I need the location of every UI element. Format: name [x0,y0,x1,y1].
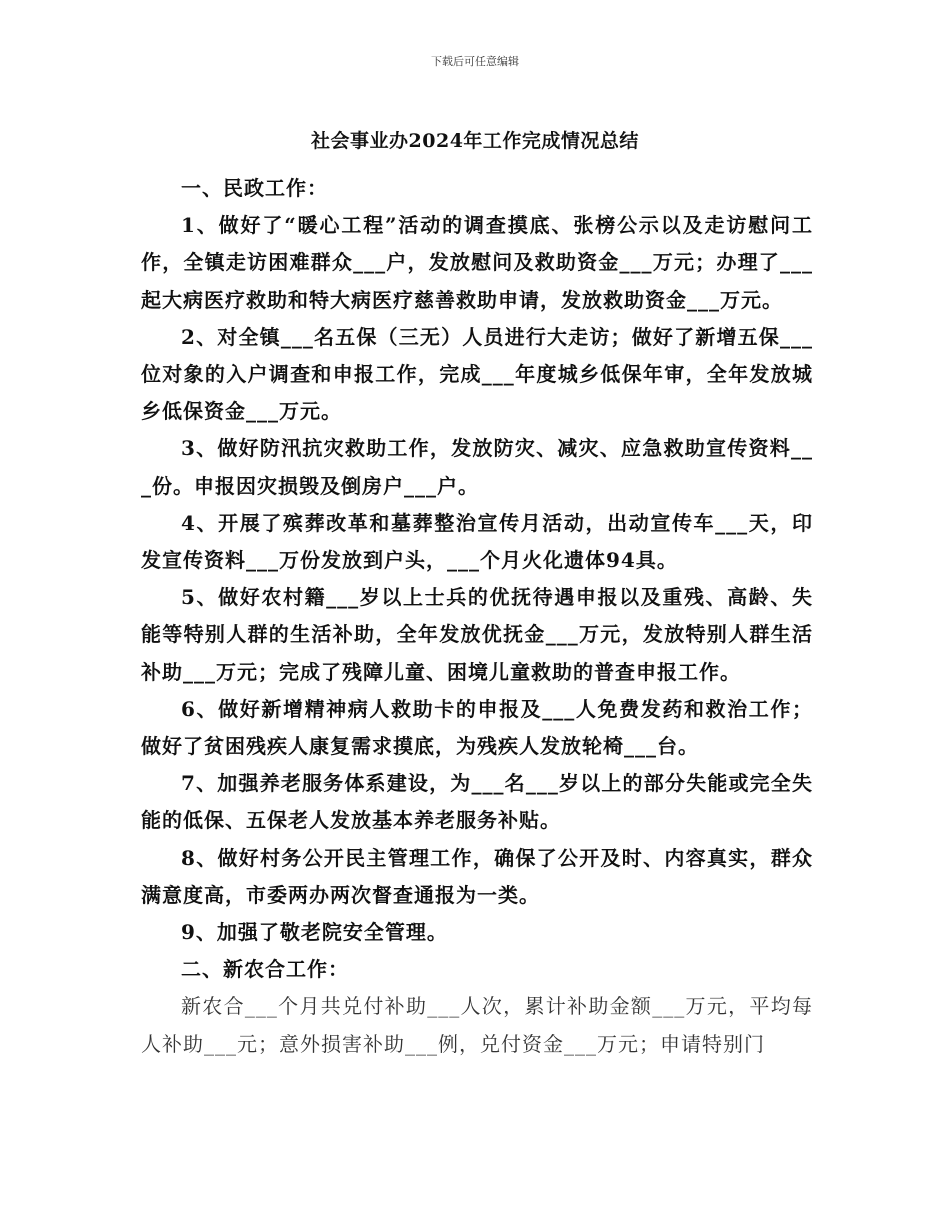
paragraph-rural-cooperative: 新农合___个月共兑付补助___人次，累计补助金额___万元，平均每人补助___元；意外损害补助___例，兑付资金___万元；申请特别门 [141,994,813,1056]
paragraph-item-7: 7、加强养老服务体系建设，为___名___岁以上的部分失能或完全失能的低保、五保老人发放基本养老服务补贴。 [141,771,813,833]
paragraph-item-6: 6、做好新增精神病人救助卡的申报及___人免费发药和救治工作；做好了贫困残疾人康复需求摸底，为残疾人发放轮椅___台。 [141,696,813,759]
paragraph-item-5: 5、做好农村籍___岁以上士兵的优抚待遇申报以及重残、高龄、失能等特别人群的生活补助，全年发放优抚金___万元，发放特别人群生活补助___万元；完成了残障儿童、困境儿童救助的普查申报工作。 [141,585,813,684]
paragraph-item-1: 1、做好了“暖心工程”活动的调查摸底、张榜公示以及走访慰问工作，全镇走访困难群众___户，发放慰问及救助资金___万元；办理了___起大病医疗救助和特大病医疗慈善救助申请，发放救助资金___万元。 [141,213,813,312]
paragraph-item-3: 3、做好防汛抗灾救助工作，发放防灾、减灾、应急救助宣传资料___份。申报因灾损毁及倒房户___户。 [141,436,813,498]
document-title: 社会事业办2024年工作完成情况总结 [311,130,639,152]
paragraph-item-2: 2、对全镇___名五保（三无）人员进行大走访；做好了新增五保___位对象的入户调查和申报工作，完成___年度城乡低保年审，全年发放城乡低保资金___万元。 [141,324,813,424]
document-body [141,170,813,1063]
paragraph-item-9: 9、加强了敬老院安全管理。 [181,920,448,945]
page-header-note: 下载后可任意编辑 [431,55,519,68]
section-heading-civil-affairs: 一、民政工作： [181,176,328,200]
paragraph-item-8: 8、做好村务公开民主管理工作，确保了公开及时、内容真实，群众满意度高，市委两办两次督查通报为一类。 [141,845,813,907]
section-heading-rural-cooperative: 二、新农合工作： [181,957,349,982]
paragraph-item-4: 4、开展了殡葬改革和墓葬整治宣传月活动，出动宣传车___天，印发宣传资料___万份发放到户头，___个月火化遗体94具。 [141,510,813,573]
